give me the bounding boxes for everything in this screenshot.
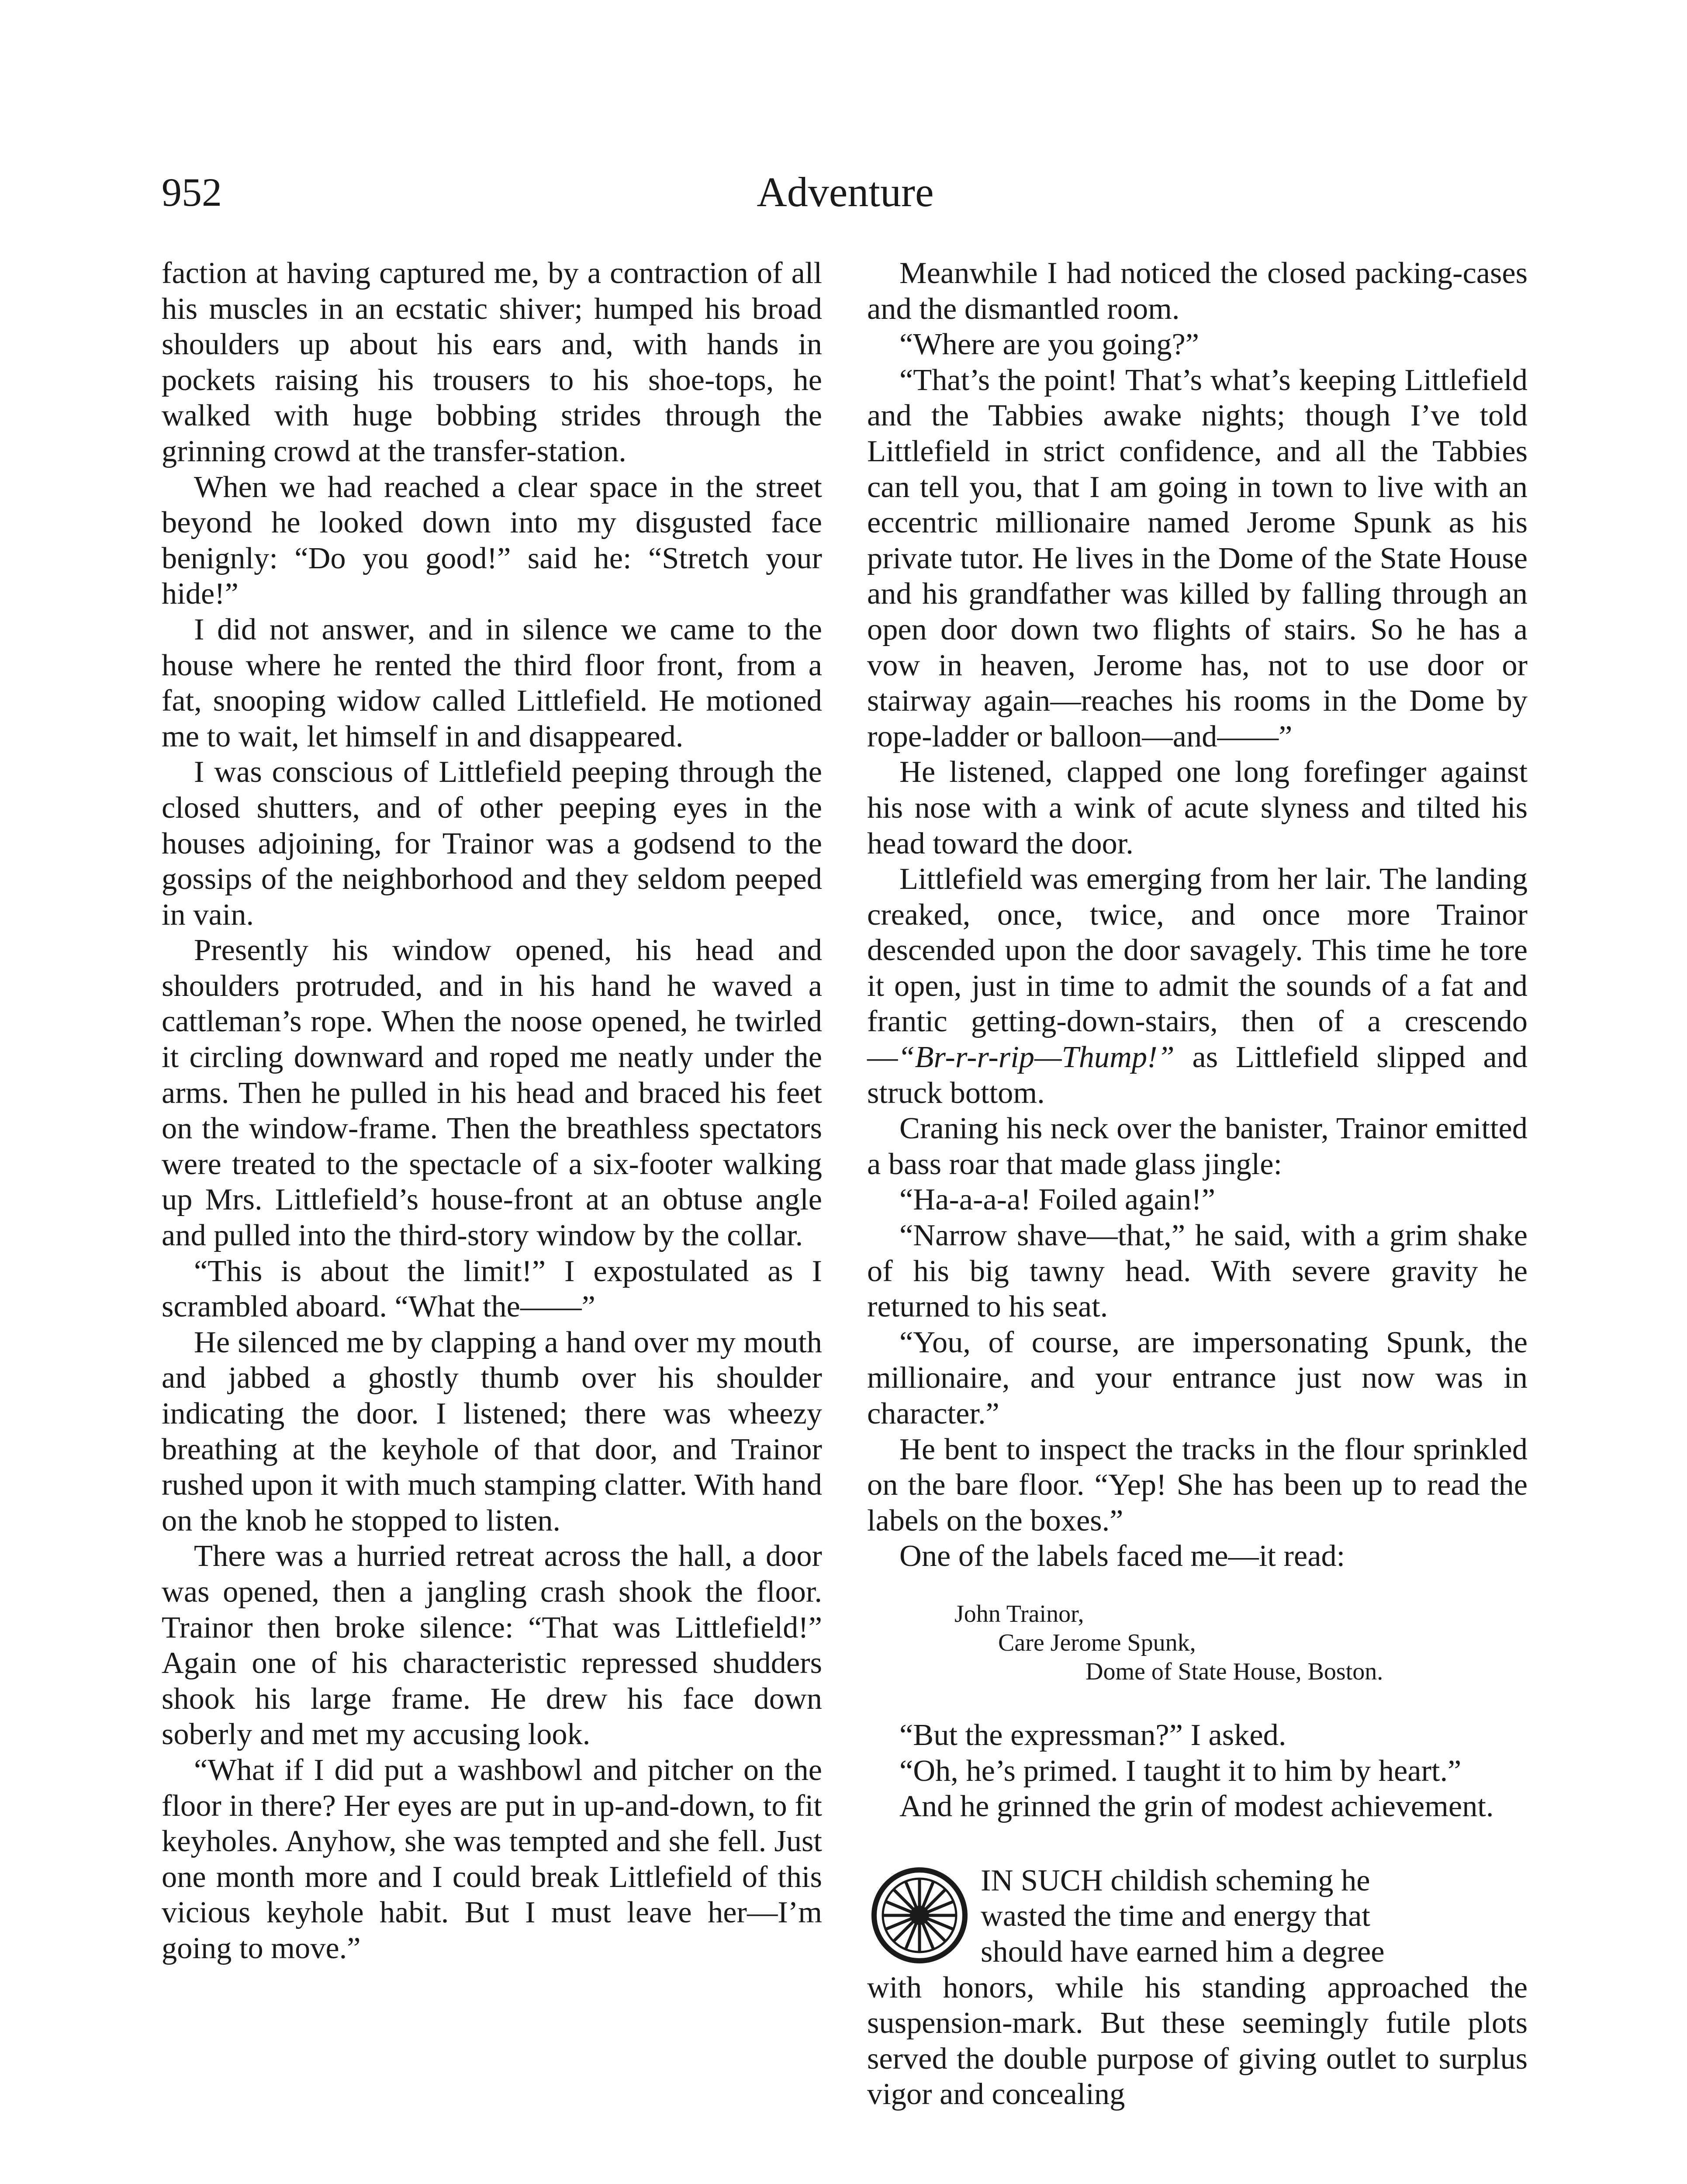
paragraph: “Oh, he’s primed. I taught it to him by heart.”: [899, 1753, 1462, 1788]
paragraph: He silenced me by clapping a hand over my mouth and jabbed a ghostly thumb over his shoulder indicating the door. I listened; there was wheezy breathing at the keyhole of that door, and Trainor rushed upon it with much stamping clatter. With hand on the knob he stopped to listen.: [162, 1325, 822, 1538]
paragraph: Craning his neck over the banister, Trainor emitted a bass roar that made glass jingle:: [867, 1111, 1528, 1181]
paragraph: “You, of course, are impersonating Spunk, the millionaire, and your entrance just now was in character.”: [867, 1325, 1528, 1431]
paragraph: He listened, clapped one long forefinger against his nose with a wink of acute slyness and tilted his head toward the door.: [867, 755, 1528, 860]
paragraph: “But the expressman?” I asked.: [899, 1717, 1286, 1752]
paragraph-text: Littlefield was emerging from her lair. The landing creaked, once, twice, and once more Trainor descended upon the door savagely. This time he tore it open, just in time to admit the sounds of a fat and frantic getting-down-stairs, then of a crescendo—: [867, 862, 1528, 1075]
crescendo-sound: “Br-r-r-rip—Thump!”: [898, 1040, 1175, 1075]
running-title: Adventure: [757, 169, 934, 215]
label-line: Care Jerome Spunk,: [998, 1629, 1196, 1656]
paragraph: “Where are you going?”: [899, 327, 1199, 362]
paragraph: I was conscious of Littlefield peeping through the closed shutters, and of other peeping eyes in the houses adjoining, for Trainor was a godsend to the gossips of the neighborhood and they seldom peeped in vain.: [162, 755, 822, 932]
page-number: 952: [162, 170, 222, 214]
paragraph-tail: as Littlefield slipped and struck bottom.: [867, 1040, 1528, 1110]
paragraph: And he grinned the grin of modest achievement.: [899, 1789, 1494, 1824]
section-rest: with honors, while his standing approached the suspension-mark. But these seemingly futile plots served the double purpose of giving outlet to surplus vigor and concealing: [867, 1970, 1528, 2111]
paragraph: Meanwhile I had noticed the closed packing-cases and the dismantled room.: [867, 256, 1528, 326]
paragraph: faction at having captured me, by a contraction of all his muscles in an ecstatic shiver; humped his broad shoulders up about his ears and, with hands in pockets raising his trousers to his shoe-tops, he walked with huge bobbing strides through the grinning crowd at the transfer-station.: [162, 256, 822, 468]
section-line: should have earned him a degree: [981, 1934, 1385, 1969]
paragraph: I did not answer, and in silence we came to the house where he rented the third floor front, from a fat, snooping widow called Littlefield. He motioned me to wait, let himself in and disappeared.: [162, 612, 822, 753]
paragraph: Presently his window opened, his head and shoulders protruded, and in his hand he waved a cattleman’s rope. When the noose opened, he twirled it circling downward and roped me neatly under the arms. Then he pulled in his head and braced his feet on the window-frame. Then the breathless spectators were treated to the spectacle of a six-footer walking up Mrs. Littlefield’s house-front at an obtuse angle and pulled into the third-story window by the collar.: [162, 933, 822, 1253]
paragraph: “This is about the limit!” I expostulated as I scrambled aboard. “What the——”: [162, 1254, 822, 1324]
page-header: [162, 168, 1529, 225]
section-line: wasted the time and energy that: [981, 1899, 1370, 1933]
paragraph: [867, 861, 1528, 1111]
label-line: John Trainor,: [954, 1600, 1084, 1628]
paragraph: He bent to inspect the tracks in the flour sprinkled on the bare floor. “Yep! She has been up to read the labels on the boxes.”: [867, 1432, 1528, 1538]
paragraph: When we had reached a clear space in the street beyond he looked down into my disgusted face benignly: “Do you good!” said he: “Stretch your hide!”: [162, 470, 822, 611]
left-column: [162, 256, 822, 1966]
paragraph: “That’s the point! That’s what’s keeping Littlefield and the Tabbies awake nights; though I’ve told Littlefield in strict confidence, and all the Tabbies can tell you, that I am going in town to live with an eccentric millionaire named Jerome Spunk as his private tutor. He lives in the Dome of the State House and his grandfather was killed by falling through an open door down two flights of stairs. So he has a vow in heaven, Jerome has, not to use door or stairway again—reaches his rooms in the Dome by rope-ladder or balloon—and——”: [867, 363, 1528, 753]
wheel-icon: [867, 1863, 972, 1968]
paragraph: One of the labels faced me—it read:: [899, 1539, 1345, 1573]
section-opening: [867, 1863, 1528, 2112]
label-line: Dome of State House, Boston.: [1085, 1658, 1383, 1685]
shipping-label: [867, 1600, 1528, 1686]
paragraph: There was a hurried retreat across the hall, a door was opened, then a jangling crash shook the floor. Trainor then broke silence: “That was Littlefield!” Again one of his characteristic repressed shudders shook his large frame. He drew his face down soberly and met my accusing look.: [162, 1539, 822, 1752]
section-line: IN SUCH childish scheming he: [981, 1863, 1370, 1897]
paragraph: “Ha-a-a-a! Foiled again!”: [899, 1182, 1216, 1217]
paragraph: “Narrow shave—that,” he said, with a grim shake of his big tawny head. With severe gravity he returned to his seat.: [867, 1218, 1528, 1324]
paragraph: “What if I did put a washbowl and pitcher on the floor in there? Her eyes are put in up-and-down, to fit keyholes. Anyhow, she was tempted and she fell. Just one month more and I could break Littlefield of this vicious keyhole habit. But I must leave her—I’m going to move.”: [162, 1752, 822, 1965]
right-column: [867, 256, 1528, 2112]
